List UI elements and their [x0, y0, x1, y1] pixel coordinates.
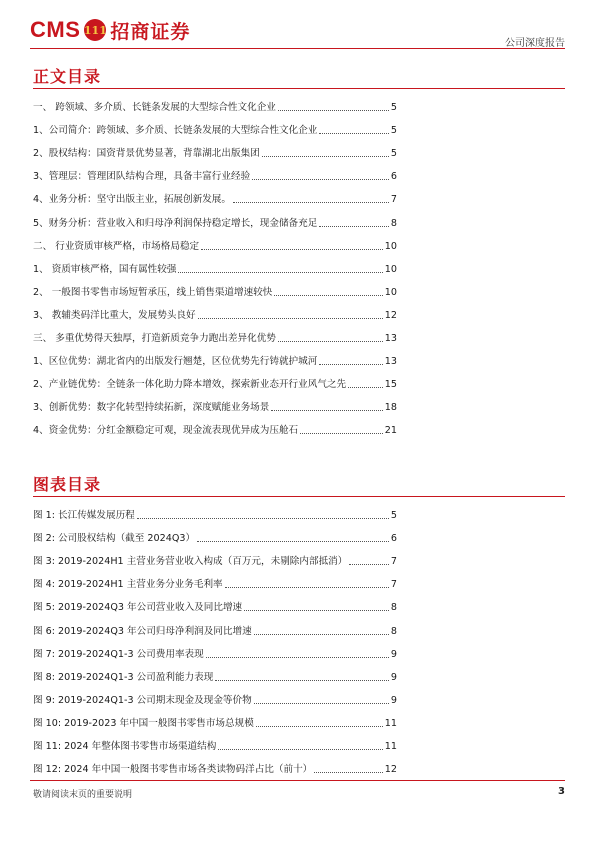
contents-entry-page: 12 [384, 309, 397, 321]
page-header [30, 14, 565, 50]
dot-leader [254, 703, 389, 704]
dot-leader [225, 587, 389, 588]
figure-entry-text: 图 5: 2019-2024Q3 年公司营业收入及同比增速 [33, 602, 243, 614]
contents-entry-page: 10 [384, 286, 397, 298]
contents-entry-page: 15 [384, 379, 397, 391]
contents-entry-page: 5 [390, 102, 397, 113]
dot-leader [314, 772, 383, 773]
contents-entry-text: 三、 多重优势得天独厚，打造新质竞争力跑出差异化优势 [33, 333, 276, 344]
contents-entry-text: 4、业务分析：坚守出版主业，拓展创新发展。 [33, 194, 231, 206]
contents-entry-page: 21 [384, 425, 397, 437]
contents-entry[interactable] [33, 169, 397, 183]
figure-entry[interactable] [33, 762, 397, 776]
contents-entry-page: 10 [384, 263, 397, 275]
contents-entry[interactable] [33, 239, 397, 253]
company-logo [30, 16, 190, 44]
dot-leader [271, 410, 382, 411]
figure-entry-page: 7 [390, 579, 397, 591]
figure-entry-text: 图 9: 2019-2024Q1-3 公司期末现金及现金等价物 [33, 694, 252, 706]
contents-entry-page: 8 [390, 217, 397, 229]
figure-entry-page: 6 [390, 533, 397, 545]
contents-entry-page: 6 [390, 171, 397, 183]
contents-title: 正文目录 [33, 67, 102, 86]
contents-entry-page: 13 [384, 333, 397, 344]
figure-entry-page: 9 [390, 694, 397, 706]
contents-entry-page: 7 [390, 194, 397, 206]
contents-entry[interactable] [33, 100, 397, 114]
figure-entry[interactable] [33, 647, 397, 661]
dot-leader [348, 387, 383, 388]
contents-entry[interactable] [33, 123, 397, 137]
contents-entry-text: 5、财务分析：营业收入和归母净利润保持稳定增长，现金储备充足 [33, 217, 318, 229]
figure-entry-text: 图 11: 2024 年整体图书零售市场渠道结构 [33, 741, 217, 752]
contents-entry-page: 18 [384, 402, 397, 414]
figure-entry-page: 8 [390, 625, 397, 637]
dot-leader [319, 364, 382, 365]
logo-cms-text: CMS [30, 17, 81, 42]
dot-leader [215, 680, 389, 681]
contents-entry[interactable] [33, 146, 397, 160]
figure-entry-text: 图 3: 2019-2024H1 主营业务营业收入构成（百万元，未剔除内部抵消） [33, 556, 348, 568]
figures-title: 图表目录 [33, 475, 102, 494]
figure-entry[interactable] [33, 531, 397, 545]
dot-leader [278, 341, 383, 342]
contents-entry-text: 4、资金优势：分红金额稳定可观，现金流表现优异成为压舱石 [33, 425, 299, 437]
dot-leader [198, 318, 383, 319]
figure-entry[interactable] [33, 693, 397, 707]
figure-entry-text: 图 12: 2024 年中国一般图书零售市场各类读物码洋占比（前十） [33, 764, 313, 776]
header-divider [30, 48, 565, 49]
dot-leader [349, 564, 389, 565]
contents-entry-page: 10 [384, 240, 397, 252]
dot-leader [137, 518, 389, 519]
figure-entry-page: 12 [384, 764, 397, 776]
contents-entry[interactable] [33, 400, 397, 414]
figure-entry[interactable] [33, 554, 397, 568]
dot-leader [256, 726, 383, 727]
contents-entry-text: 1、公司简介：跨领域、多介质、长链条发展的大型综合性文化企业 [33, 125, 318, 137]
figure-entry-text: 图 4: 2019-2024H1 主营业务分业务毛利率 [33, 579, 223, 591]
figure-entry-page: 11 [384, 741, 397, 752]
dot-leader [244, 610, 389, 611]
contents-entry[interactable] [33, 331, 397, 345]
figure-entry-page: 9 [390, 648, 397, 660]
contents-entry-text: 3、创新优势：数字化转型持续拓新，深度赋能业务场景 [33, 402, 270, 414]
dot-leader [233, 202, 389, 203]
dot-leader [278, 110, 389, 111]
contents-entry-text: 一、 跨领域、多介质、长链条发展的大型综合性文化企业 [33, 102, 276, 113]
contents-entry-text: 2、产业链优势：全链条一体化助力降本增效，探索新业态开行业风气之先 [33, 379, 347, 391]
contents-entry-page: 13 [384, 356, 397, 368]
figure-entry[interactable] [33, 739, 397, 753]
figure-entry-page: 7 [390, 556, 397, 568]
report-type: 公司深度报告 [505, 38, 565, 49]
dot-leader [252, 179, 389, 180]
figure-entry-text: 图 2: 公司股权结构（截至 2024Q3） [33, 533, 196, 545]
figure-entry-page: 5 [390, 510, 397, 521]
figure-entry-text: 图 8: 2019-2024Q1-3 公司盈利能力表现 [33, 671, 214, 683]
contents-entry-text: 二、 行业资质审核严格，市场格局稳定 [33, 240, 200, 252]
figure-entry-page: 11 [384, 717, 397, 729]
contents-title-rule [33, 88, 565, 89]
contents-entry[interactable] [33, 423, 397, 437]
figure-entry-page: 8 [390, 602, 397, 614]
figure-entry-page: 9 [390, 671, 397, 683]
contents-entry-page: 5 [390, 148, 397, 160]
figure-entry-text: 图 1: 长江传媒发展历程 [33, 510, 135, 521]
page-number: 3 [558, 786, 565, 797]
figure-entry[interactable] [33, 624, 397, 638]
dot-leader [254, 634, 389, 635]
contents-entry-text: 3、管理层：管理团队结构合理，具备丰富行业经验 [33, 171, 251, 183]
dot-leader [262, 156, 389, 157]
contents-entry[interactable] [33, 377, 397, 391]
figure-entry[interactable] [33, 508, 397, 522]
footer-divider [30, 780, 565, 781]
dot-leader [319, 133, 389, 134]
contents-entry-text: 1、区位优势：湖北省内的出版发行翘楚，区位优势先行铸就护城河 [33, 356, 318, 368]
figure-entry[interactable] [33, 670, 397, 684]
dot-leader [300, 433, 383, 434]
dot-leader [178, 272, 382, 273]
figure-entry-text: 图 6: 2019-2024Q3 年公司归母净利润及同比增速 [33, 625, 252, 637]
figures-title-rule [33, 496, 565, 497]
contents-entry-page: 5 [390, 125, 397, 137]
logo-chinese-text: 招商证券 [110, 20, 191, 43]
contents-entry[interactable] [33, 216, 397, 230]
figure-entry[interactable] [33, 577, 397, 591]
figure-entry[interactable] [33, 600, 397, 614]
dot-leader [197, 541, 389, 542]
dot-leader [201, 249, 383, 250]
dot-leader [274, 295, 382, 296]
contents-entry[interactable] [33, 308, 397, 322]
contents-entry-text: 2、 一般图书零售市场短暂承压，线上销售渠道增速较快 [33, 286, 273, 298]
figure-entry-text: 图 10: 2019-2023 年中国一般图书零售市场总规模 [33, 717, 254, 729]
contents-entry[interactable] [33, 192, 397, 206]
footer-disclaimer: 敬请阅读末页的重要说明 [33, 790, 133, 800]
figure-entry-text: 图 7: 2019-2024Q1-3 公司费用率表现 [33, 648, 204, 660]
contents-entry[interactable] [33, 285, 397, 299]
contents-entry-text: 1、 资质审核严格，国有属性较强 [33, 263, 177, 275]
contents-entry[interactable] [33, 354, 397, 368]
dot-leader [319, 226, 389, 227]
dot-leader [218, 749, 382, 750]
logo-badge-icon: 111 [84, 19, 106, 41]
contents-entry-text: 3、 教辅类码洋比重大，发展势头良好 [33, 309, 196, 321]
contents-entry-text: 2、股权结构：国资背景优势显著，背靠湖北出版集团 [33, 148, 260, 160]
contents-entry[interactable] [33, 262, 397, 276]
dot-leader [206, 657, 389, 658]
figure-entry[interactable] [33, 716, 397, 730]
